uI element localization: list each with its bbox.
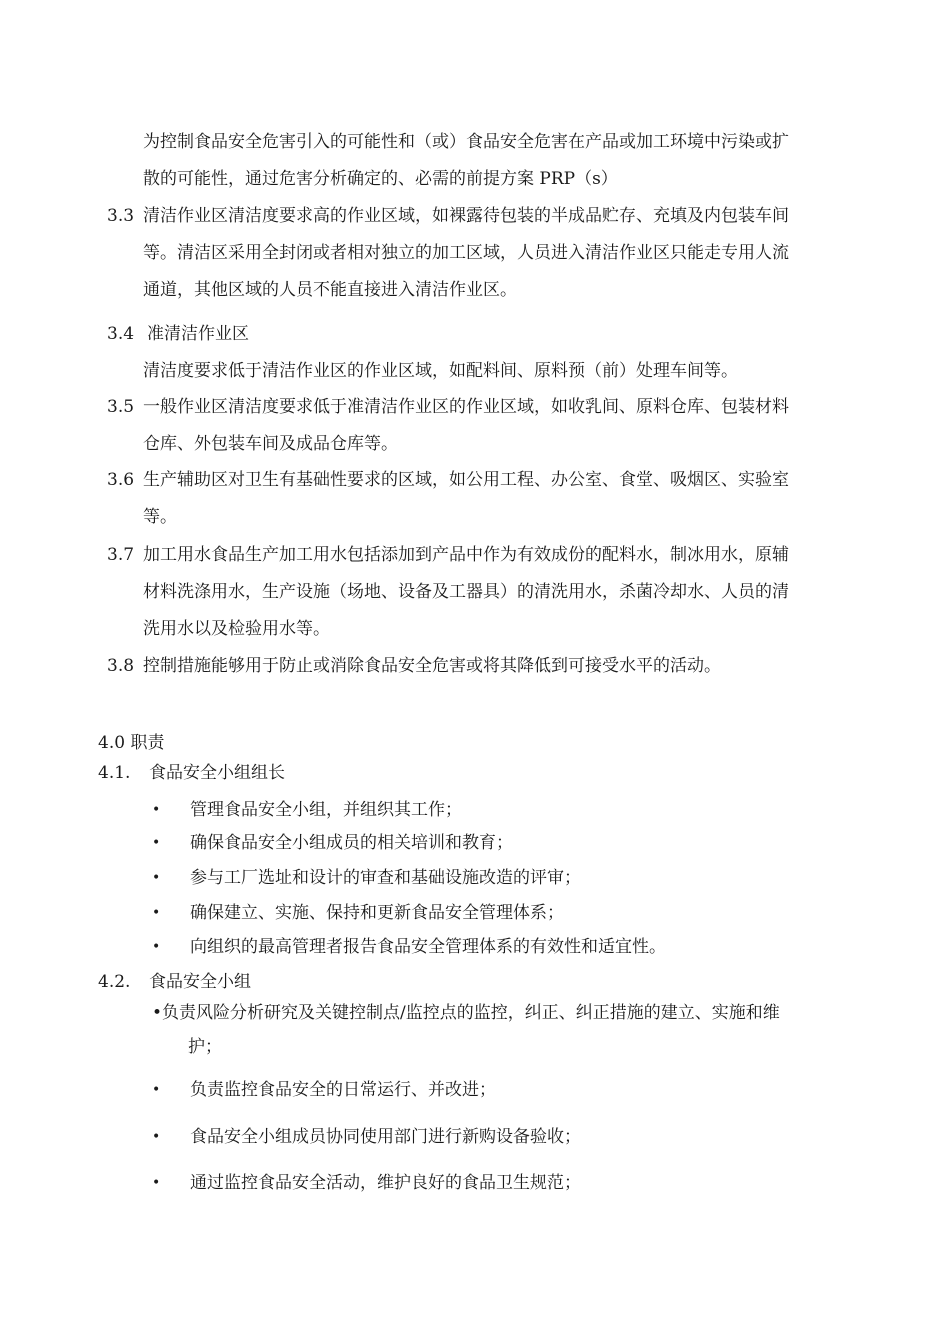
list-item-text: 向组织的最高管理者报告食品安全管理体系的有效性和适宜性。 [190, 937, 666, 957]
definition-line: 清洁度要求低于清洁作业区的作业区域，如配料间、原料预（前）处理车间等。 [143, 361, 738, 381]
definition-number: 3.8 [107, 656, 135, 676]
bullet-icon: • [152, 1175, 161, 1191]
bullet-icon: • [152, 870, 161, 886]
intro-line: 为控制食品安全危害引入的可能性和（或）食品安全危害在产品或加工环境中污染或扩 [143, 132, 789, 152]
definition-title: 准清洁作业区 [147, 324, 249, 344]
subsection-number: 4.2. [98, 972, 131, 992]
bullet-icon: • [152, 1129, 161, 1145]
subsection-title: 食品安全小组组长 [149, 763, 285, 783]
definition-line: 洗用水以及检验用水等。 [143, 619, 330, 639]
definition-line: 加工用水食品生产加工用水包括添加到产品中作为有效成份的配料水，制冰用水，原辅 [143, 545, 789, 565]
definition-number: 3.7 [107, 545, 135, 565]
definition-number: 3.5 [107, 397, 135, 417]
definition-number: 3.3 [107, 206, 135, 226]
definition-line: 通道，其他区域的人员不能直接进入清洁作业区。 [143, 280, 517, 300]
list-item-text: 确保建立、实施、保持和更新食品安全管理体系； [190, 903, 564, 923]
subsection-title: 食品安全小组 [149, 972, 251, 992]
list-item-text: 护； [188, 1037, 222, 1057]
bullet-icon: • [152, 802, 161, 818]
definition-number: 3.6 [107, 470, 135, 490]
list-item-text: 确保食品安全小组成员的相关培训和教育； [190, 833, 513, 853]
subsection-heading-4-2 [98, 967, 251, 997]
list-item-text: •负责风险分析研究及关键控制点/监控点的监控，纠正、纠正措施的建立、实施和维 [152, 1003, 780, 1023]
definition-line: 仓库、外包装车间及成品仓库等。 [143, 434, 398, 454]
list-item-text: 管理食品安全小组，并组织其工作； [190, 800, 462, 820]
intro-line: 散的可能性，通过危害分析确定的、必需的前提方案 PRP（s） [143, 169, 618, 189]
bullet-icon: • [152, 905, 161, 921]
bullet-icon: • [152, 1082, 161, 1098]
definition-line: 一般作业区清洁度要求低于准清洁作业区的作业区域，如收乳间、原料仓库、包装材料 [143, 397, 789, 417]
list-item-text: 负责监控食品安全的日常运行、并改进； [190, 1080, 496, 1100]
definition-line: 等。清洁区采用全封闭或者相对独立的加工区域，人员进入清洁作业区只能走专用人流 [143, 243, 789, 263]
definition-number: 3.4 [107, 324, 135, 344]
list-item-text: 参与工厂选址和设计的审查和基础设施改造的评审； [190, 868, 581, 888]
bullet-icon: • [152, 835, 161, 851]
subsection-heading-4-1 [98, 758, 285, 788]
subsection-number: 4.1. [98, 763, 131, 783]
section-title: 4.0 职责 [98, 733, 165, 753]
definition-line: 清洁作业区清洁度要求高的作业区域，如裸露待包装的半成品贮存、充填及内包装车间 [143, 206, 789, 226]
definition-line: 控制措施能够用于防止或消除食品安全危害或将其降低到可接受水平的活动。 [143, 656, 721, 676]
list-item-text: 食品安全小组成员协同使用部门进行新购设备验收； [190, 1127, 581, 1147]
bullet-icon: • [152, 939, 161, 955]
list-item-text: 通过监控食品安全活动，维护良好的食品卫生规范； [190, 1173, 581, 1193]
definition-line: 材料洗涤用水，生产设施（场地、设备及工器具）的清洗用水，杀菌冷却水、人员的清 [143, 582, 789, 602]
definition-line: 等。 [143, 507, 177, 527]
definition-line: 生产辅助区对卫生有基础性要求的区域，如公用工程、办公室、食堂、吸烟区、实验室 [143, 470, 789, 490]
